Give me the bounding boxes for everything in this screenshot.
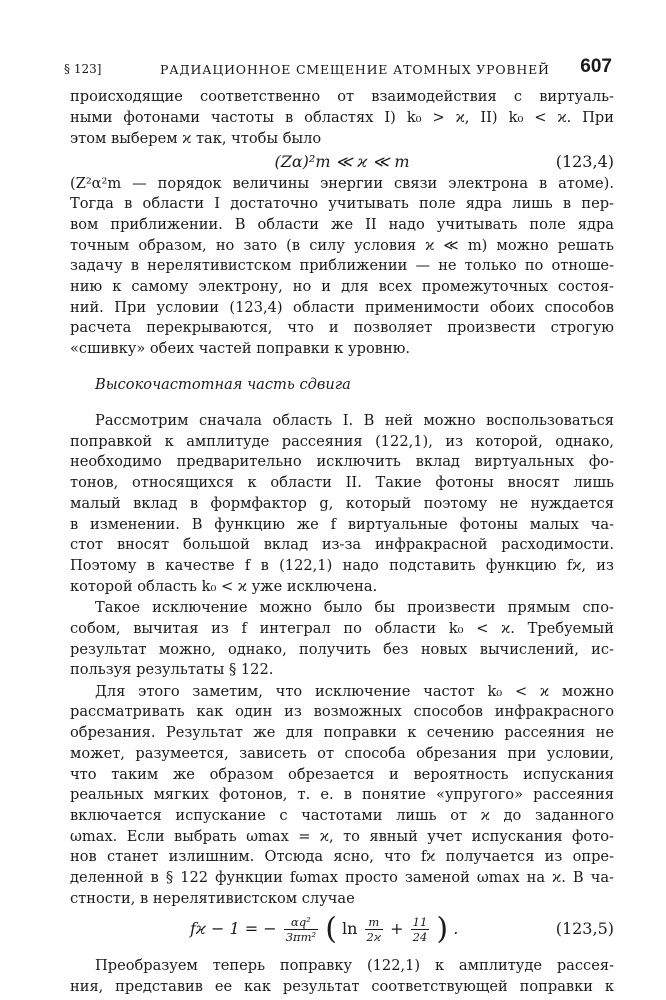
text-line: нию к самому электрону, но и для всех промежуточных состоя-	[70, 278, 614, 296]
text-line: может, разумеется, зависеть от способа обрезания при условии,	[70, 744, 614, 762]
text-line: в изменении. В функцию же f виртуальные фотоны малых ча-	[70, 515, 614, 533]
fraction-denominator: 3πm²	[285, 930, 317, 945]
left-paren: (	[325, 911, 337, 947]
text-line: (Z²α²m — порядок величины энергии связи электрона в атоме).	[70, 174, 614, 192]
formula-expression	[190, 908, 458, 951]
text-line: точным образом, но зато (в силу условия ϰ ≪ m) можно решать	[70, 236, 614, 254]
text-line: этом выберем ϰ так, чтобы было	[70, 129, 322, 147]
text-line: которой область k₀ < ϰ уже исключена.	[70, 577, 378, 595]
text-line: Преобразуем теперь поправку (122,1) к амплитуде рассея-	[95, 957, 614, 974]
log-symbol: ln	[342, 919, 358, 939]
fraction-numerator: 11	[412, 915, 428, 930]
text-line: ния, представив ее как результат соответствующей поправки к	[70, 977, 614, 995]
text-line: включается испускание с частотами лишь от ϰ до заданного	[70, 806, 614, 824]
fraction-numerator: αq²	[284, 915, 318, 930]
text-line: Рассмотрим сначала область I. В ней можно воспользоваться	[95, 412, 614, 430]
text-line: тонов, относящихся к области II. Такие фотоны вносят лишь	[70, 474, 614, 492]
text-line: реальных мягких фотонов, т. е. в понятие «упругого» рассеяния	[70, 786, 614, 804]
header-title: РАДИАЦИОННОЕ СМЕЩЕНИЕ АТОМНЫХ УРОВНЕЙ	[160, 62, 550, 77]
text-line: ωmax. Если выбрать ωmax = ϰ, то явный учет испускания фото-	[70, 827, 614, 845]
formula-expression: (Zα)²m ≪ ϰ ≪ m	[274, 151, 410, 171]
text-line: нов станет излишним. Отсюда ясно, что fϰ получается из опре-	[70, 848, 614, 866]
text-line: стот вносят большой вклад из-за инфракрасной расходимости.	[70, 536, 614, 554]
fraction	[411, 915, 430, 944]
subsection-title: Высокочастотная часть сдвига	[95, 376, 351, 394]
formula-123-5	[70, 908, 614, 950]
text-line: рассматривать как один из возможных способов инфракрасного	[70, 703, 614, 721]
running-header	[64, 56, 612, 82]
text-line: вом приближении. В области же II надо учитывать поле ядра	[70, 216, 614, 233]
text-line: задачу в нерелятивистском приближении — не только по отноше-	[70, 257, 614, 275]
right-paren: )	[436, 911, 449, 947]
text-line: собом, вычитая из f интеграл по области k₀ < ϰ. Требуемый	[70, 619, 614, 637]
text-line: необходимо предварительно исключить вклад виртуальных фо-	[70, 453, 614, 471]
text-line: происходящие соответственно от взаимодействия с виртуаль-	[70, 88, 614, 106]
fraction-numerator: m	[365, 915, 384, 930]
text-line: стности, в нерелятивистском случае	[70, 889, 355, 907]
text-line: малый вклад в формфактор g, который поэтому не нуждается	[70, 494, 614, 512]
formula-lhs: fϰ − 1 = −	[190, 919, 277, 939]
text-line: что таким же образом обрезается и вероятность испускания	[70, 765, 614, 783]
text-line: ными фотонами частоты в областях I) k₀ > ϰ, II) k₀ < ϰ. При	[70, 109, 614, 126]
equation-number: (123,5)	[555, 919, 614, 939]
page-number: 607	[580, 56, 612, 77]
text-line: обрезания. Результат же для поправки к сечению рассеяния не	[70, 724, 614, 742]
header-section: § 123]	[64, 62, 102, 76]
formula-trail: .	[453, 919, 459, 939]
text-line: «сшивку» обеих частей поправки к уровню.	[70, 340, 411, 358]
fraction	[284, 915, 318, 944]
text-line: результат можно, однако, получить без новых вычислений, ис-	[70, 640, 614, 658]
fraction-denominator: 2ϰ	[366, 930, 382, 945]
fraction-denominator: 24	[412, 930, 428, 945]
text-line: расчета перекрываются, что и позволяет произвести строгую	[70, 319, 614, 337]
text-line: деленной в § 122 функции fωmax просто заменой ωmax на ϰ. В ча-	[70, 868, 614, 886]
text-line: поправкой к амплитуде рассеяния (122,1), из которой, однако,	[70, 432, 614, 450]
fraction	[365, 915, 384, 944]
text-line: ний. При условии (123,4) области применимости обоих способов	[70, 298, 614, 316]
text-line: пользуя результаты § 122.	[70, 661, 274, 679]
text-line: Поэтому в качестве f в (122,1) надо подставить функцию fϰ, из	[70, 556, 614, 574]
text-line: Для этого заметим, что исключение частот k₀ < ϰ можно	[95, 682, 614, 700]
text-line: Такое исключение можно было бы произвести прямым спо-	[95, 599, 614, 617]
plus-sign: +	[390, 919, 404, 939]
equation-number: (123,4)	[555, 151, 614, 171]
text-line: Тогда в области I достаточно учитывать поле ядра лишь в пер-	[70, 195, 614, 213]
formula-123-4	[70, 148, 614, 176]
